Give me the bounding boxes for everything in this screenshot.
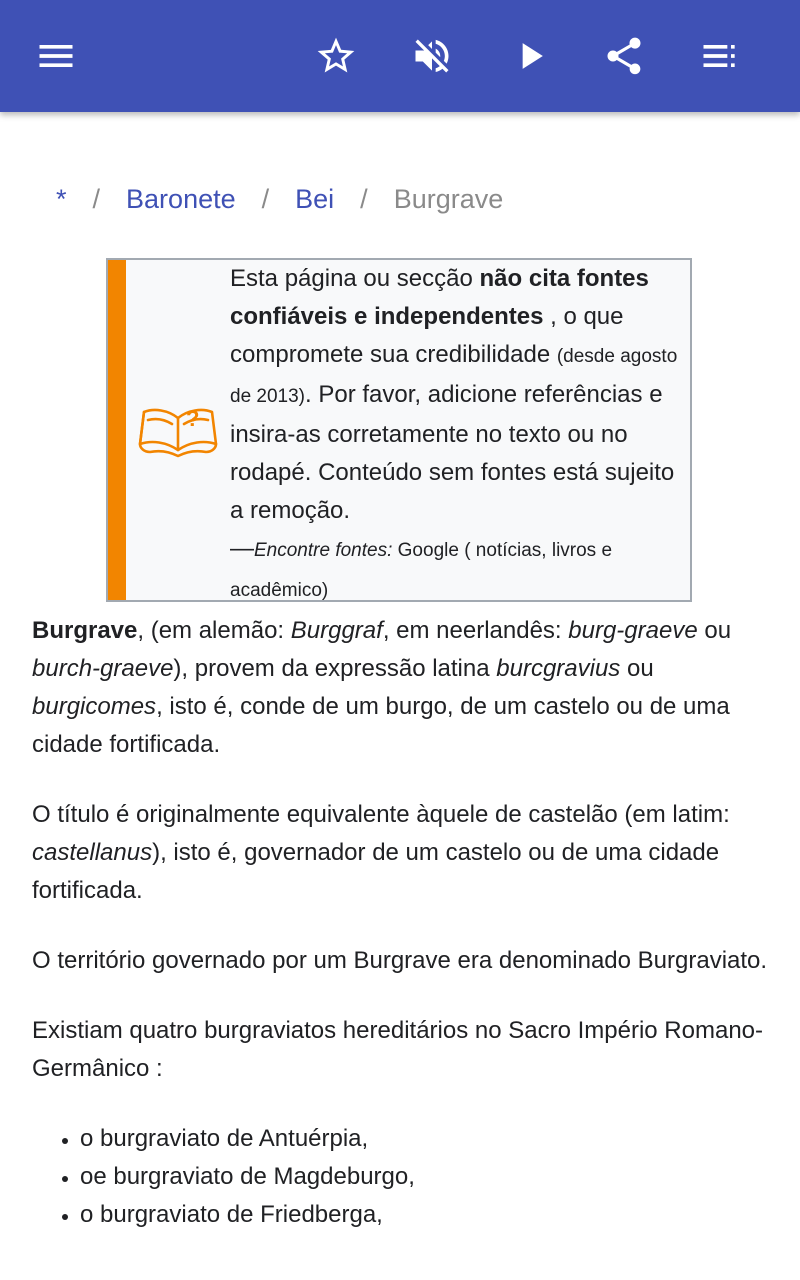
italic-term: burcgravius — [496, 655, 621, 682]
text-span: ), isto é, governador de um castelo ou de uma cidade fortificada. — [32, 839, 720, 904]
paragraph-1 — [32, 612, 772, 764]
list-item: • o burgraviato de Antuérpia, — [80, 1120, 772, 1158]
italic-term: castellanus — [32, 839, 153, 866]
italic-term: burch-graeve — [32, 655, 174, 682]
paragraph-4: Existiam quatro burgraviatos hereditários no Sacro Império Romano-Germânico : — [32, 1017, 764, 1082]
notice-dash: — — [230, 535, 254, 562]
breadcrumb-separator: / — [92, 184, 101, 214]
article-term: Burgrave — [32, 617, 138, 644]
notice-date: (desde agosto de 2013) — [230, 346, 678, 407]
text-span: ou — [620, 655, 654, 682]
mute-button[interactable] — [404, 28, 460, 84]
notice-accent-bar — [108, 260, 126, 600]
notice-text-bold: não cita fontes confiáveis e independentes — [230, 265, 649, 330]
text-span: ), provem da expressão latina — [173, 655, 497, 682]
italic-term: burgicomes — [32, 693, 157, 720]
menu-icon — [34, 34, 78, 78]
text-span: , (em alemão: — [137, 617, 291, 644]
paragraph-3: O território governado por um Burgrave era denominado Burgraviato. — [32, 947, 768, 974]
breadcrumb — [56, 182, 503, 216]
favorite-button[interactable] — [308, 28, 364, 84]
notice-text-5: . Por favor, adicione referências e insira-as corretamente no texto ou no rodapé. Conteúdo sem fontes está sujeito a remoção. — [230, 381, 675, 524]
volume-off-icon — [410, 34, 454, 78]
breadcrumb-item-baronete[interactable]: Baronete — [126, 184, 236, 214]
breadcrumb-current: Burgrave — [393, 184, 504, 214]
notice-text-3: , o que compromete sua credibilidade — [230, 303, 624, 368]
breadcrumb-item-bei[interactable]: Bei — [295, 184, 335, 214]
svg-text:?: ? — [186, 406, 200, 431]
burgraviate-list — [32, 1120, 772, 1234]
text-span: O título é originalmente equivalente àquele de castelão (em latim: — [32, 801, 730, 828]
share-button[interactable] — [596, 28, 652, 84]
text-span: ou — [697, 617, 732, 644]
find-sources-links[interactable]: Google ( notícias, livros e acadêmico) — [230, 540, 613, 601]
breadcrumb-separator: / — [261, 184, 270, 214]
italic-term: burg-graeve — [568, 617, 698, 644]
text-span: , em neerlandês: — [382, 617, 569, 644]
star-outline-icon — [314, 34, 358, 78]
list-item: • o burgraviato de Friedberga, — [80, 1196, 772, 1234]
notice-text — [230, 260, 690, 610]
breadcrumb-separator: / — [360, 184, 368, 214]
menu-button[interactable] — [28, 28, 84, 84]
play-icon — [508, 34, 552, 78]
notice-find-sources — [230, 540, 612, 601]
app-bar — [0, 0, 800, 112]
playlist-icon — [698, 34, 742, 78]
sources-notice — [106, 258, 692, 602]
book-question-icon — [138, 396, 218, 462]
playlist-button[interactable] — [692, 28, 748, 84]
breadcrumb-item-root[interactable]: * — [56, 184, 67, 214]
play-button[interactable] — [502, 28, 558, 84]
list-item: • oe burgraviato de Magdeburgo, — [80, 1158, 772, 1196]
paragraph-2 — [32, 796, 772, 910]
italic-term: Burggraf — [290, 617, 383, 644]
article-body — [32, 612, 772, 1234]
notice-text-1: Esta página ou secção — [230, 265, 480, 292]
text-span: , isto é, conde de um burgo, de um castelo ou de uma cidade fortificada. — [32, 693, 730, 758]
find-sources-label: Encontre fontes: — [254, 540, 393, 561]
share-icon — [602, 34, 646, 78]
